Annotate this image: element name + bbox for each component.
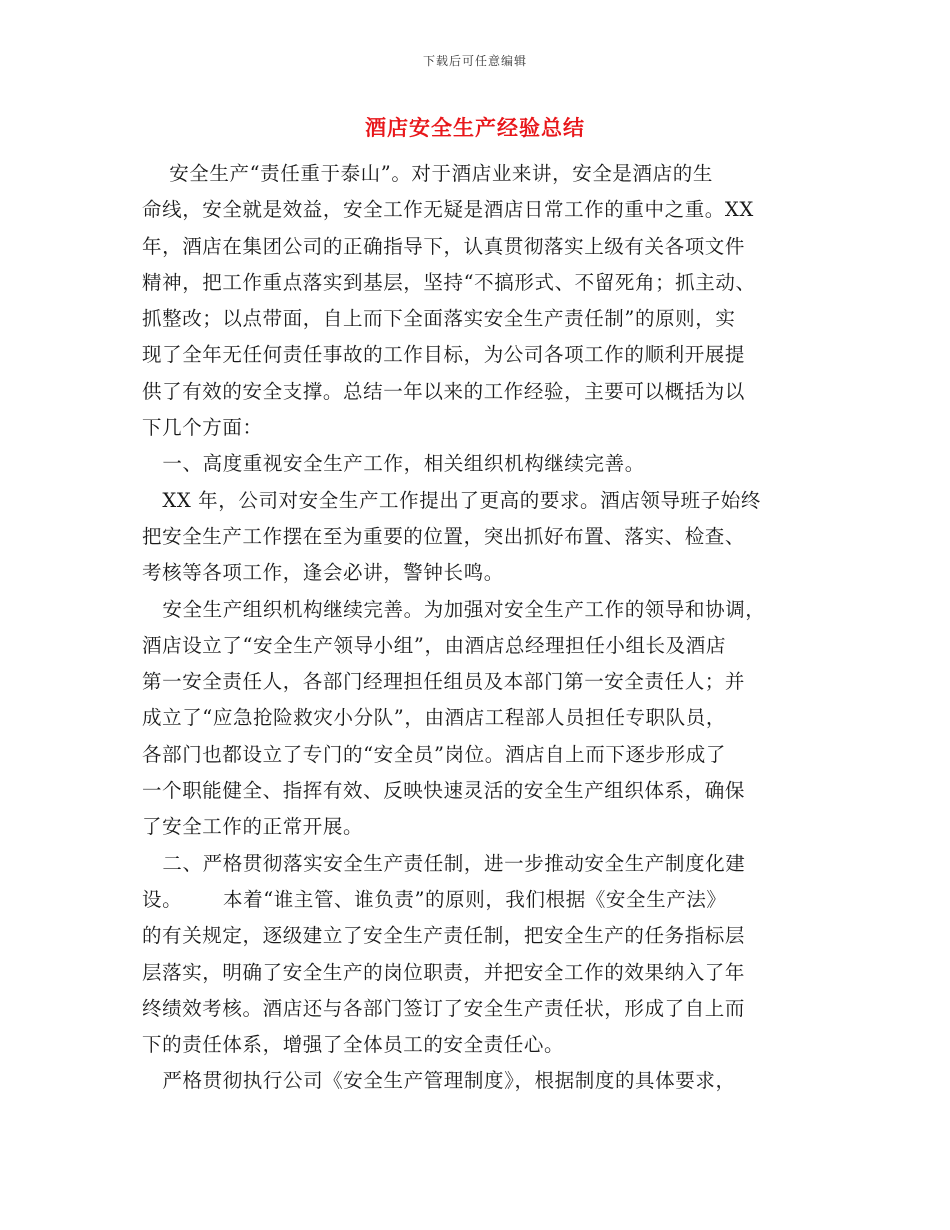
body-line: 酒店设立了“安全生产领导小组”，由酒店总经理担任小组长及酒店 [142, 633, 726, 657]
page-header: 下载后可任意编辑 [422, 54, 527, 68]
body-line: 一个职能健全、指挥有效、反映快速灵活的安全生产组织体系，确保 [142, 779, 746, 803]
body-line: 下的责任体系，增强了全体员工的安全责任心。 [142, 1033, 565, 1057]
body-line: 设。 本着“谁主管、谁负责”的原则，我们根据《安全生产法》 [142, 887, 727, 911]
body-line: 命线，安全就是效益，安全工作无疑是酒店日常工作的重中之重。XX [142, 198, 754, 222]
body-line: 考核等各项工作，逢会必讲，警钟长鸣。 [142, 561, 504, 585]
body-line: 终绩效考核。酒店还与各部门签订了安全生产责任状，形成了自上而 [142, 996, 746, 1020]
section-heading-1: 一、高度重视安全生产工作，相关组织机构继续完善。 [142, 452, 645, 476]
body-line: 安全生产“责任重于泰山”。对于酒店业来讲，安全是酒店的生 [142, 162, 713, 185]
body-line: 精神，把工作重点落实到基层，坚持“不搞形式、不留死角；抓主动、 [142, 270, 756, 294]
body-line: 安全生产组织机构继续完善。为加强对安全生产工作的领导和协调， [142, 597, 766, 621]
body-line: 了安全工作的正常开展。 [142, 815, 364, 839]
section-heading-2: 二、严格贯彻落实安全生产责任制，进一步推动安全生产制度化建 [142, 851, 746, 875]
body-line: 严格贯彻执行公司《安全生产管理制度》，根据制度的具体要求， [142, 1069, 736, 1093]
body-line: 成立了“应急抢险救灾小分队”，由酒店工程部人员担任专职队员， [142, 706, 726, 730]
body-line: 现了全年无任何责任事故的工作目标，为公司各项工作的顺利开展提 [142, 343, 746, 367]
body-line: 把安全生产工作摆在至为重要的位置，突出抓好布置、落实、检查、 [142, 524, 746, 548]
body-line: 层落实，明确了安全生产的岗位职责，并把安全工作的效果纳入了年 [142, 960, 746, 984]
body-line: 年，酒店在集团公司的正确指导下，认真贯彻落实上级有关各项文件 [142, 234, 746, 258]
body-line: XX 年，公司对安全生产工作提出了更高的要求。酒店领导班子始终 [142, 488, 761, 512]
body-line: 第一安全责任人，各部门经理担任组员及本部门第一安全责任人；并 [142, 670, 746, 694]
body-line: 抓整改；以点带面，自上而下全面落实安全生产责任制”的原则，实 [142, 307, 736, 331]
body-line: 的有关规定，逐级建立了安全生产责任制，把安全生产的任务指标层 [142, 924, 746, 948]
body-line: 各部门也都设立了专门的“安全员”岗位。酒店自上而下逐步形成了 [142, 742, 726, 766]
document-title: 酒店安全生产经验总结 [365, 115, 585, 140]
body-line: 下几个方面： [142, 416, 263, 440]
body-line: 供了有效的安全支撑。总结一年以来的工作经验，主要可以概括为以 [142, 379, 746, 403]
document-body [142, 156, 832, 1100]
